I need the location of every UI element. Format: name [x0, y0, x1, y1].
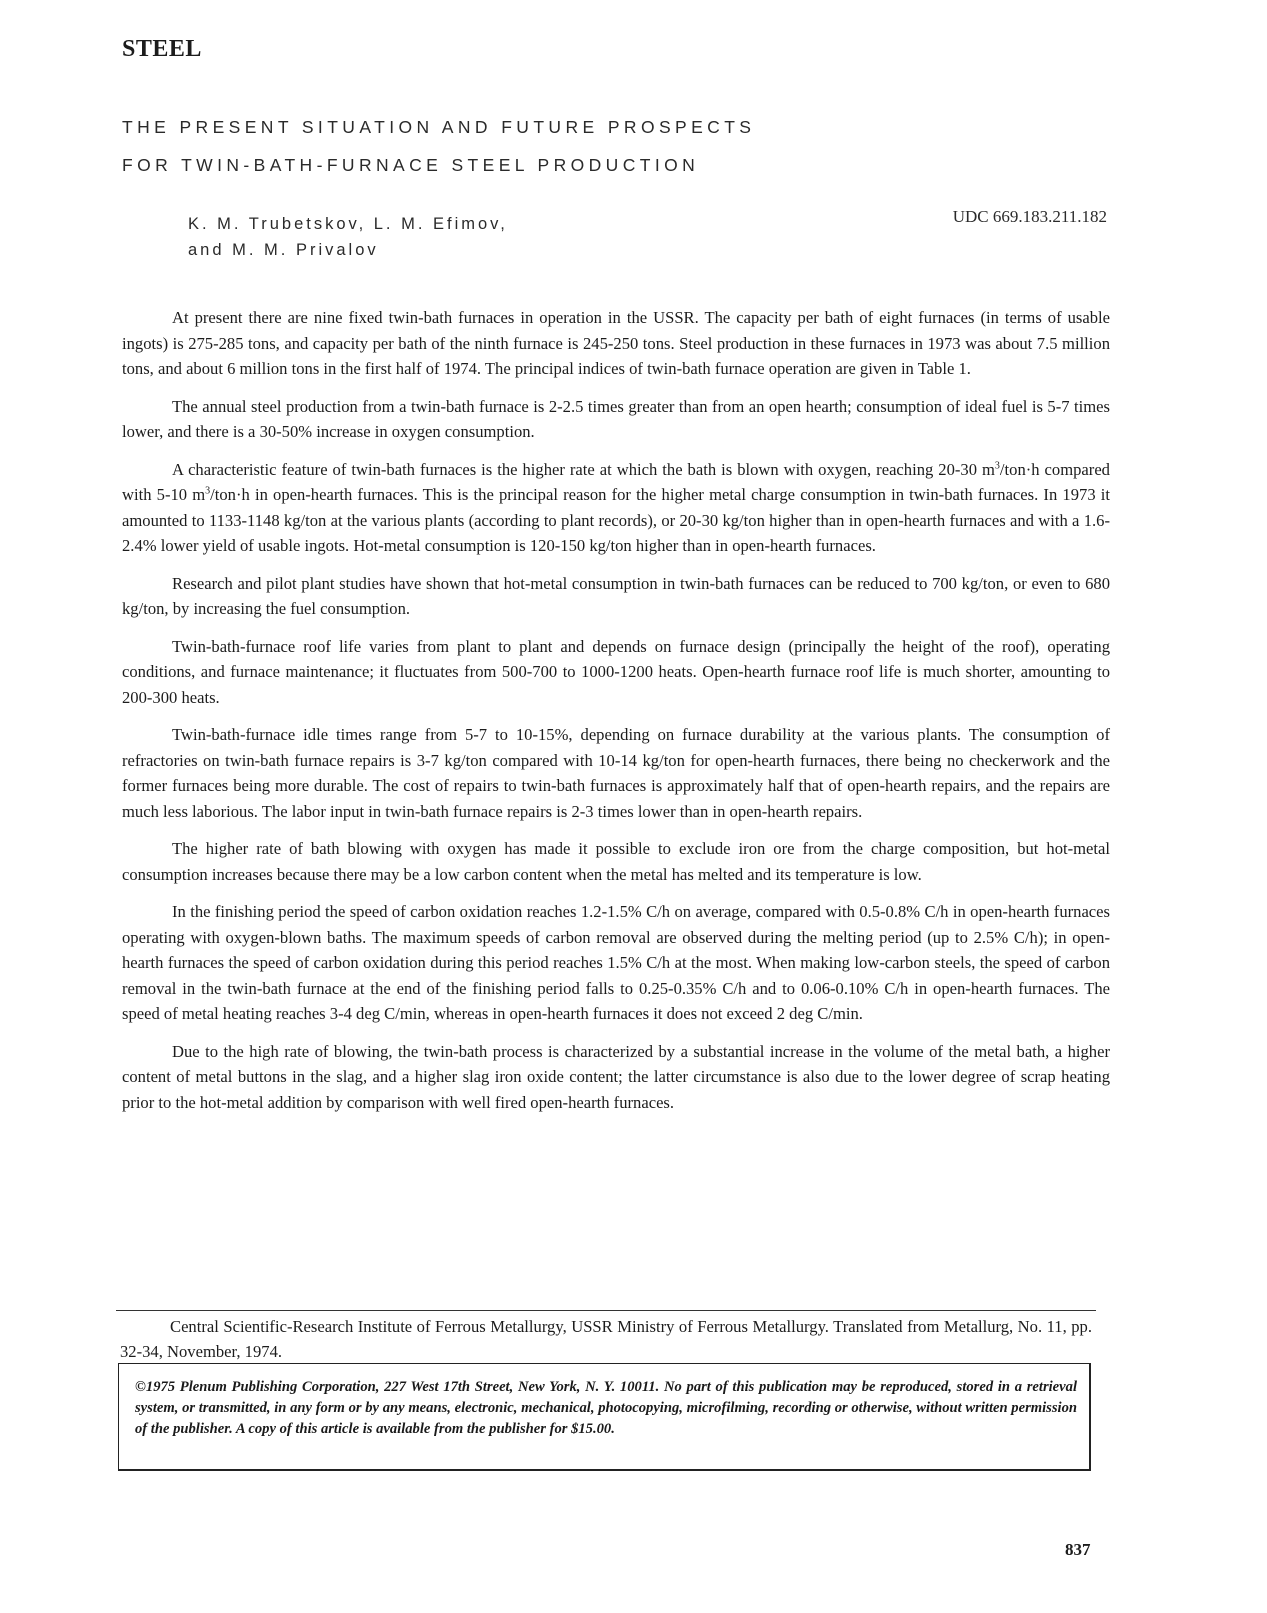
authors-line-2: and M. M. Privalov	[188, 241, 379, 259]
page-number: 837	[1065, 1540, 1091, 1559]
udc-code: UDC 669.183.211.182	[952, 207, 1107, 226]
affiliation-footnote: Central Scientific-Research Institute of Ferrous Metallurgy, USSR Ministry of Ferrous Metallurgy. Translated from Metallurg, No. 11, pp. 32-34, November, 1974.	[120, 1317, 1092, 1361]
section-heading: STEEL	[122, 36, 202, 62]
paragraph-7: The higher rate of bath blowing with oxygen has made it possible to exclude iron ore from the charge composition, but hot-metal consumption increases because there may be a low carbon content when the metal has melted and its temperature is low.	[122, 839, 1110, 884]
paragraph-4: Research and pilot plant studies have shown that hot-metal consumption in twin-bath furnaces can be reduced to 700 kg/ton, or even to 680 kg/ton, by increasing the fuel consumption.	[122, 573, 1110, 618]
authors	[188, 211, 508, 263]
paragraph-3	[122, 457, 1110, 559]
authors-line-1: K. M. Trubetskov, L. M. Efimov,	[188, 215, 508, 233]
paragraph-9: Due to the high rate of blowing, the twin-bath process is characterized by a substantial increase in the volume of the metal bath, a higher content of metal buttons in the slag, and a higher slag iron oxide content; the latter circumstance is also due to the lower degree of scrap heating prior to the hot-metal addition by comparison with well fired open-hearth furnaces.	[122, 1041, 1110, 1112]
paragraph-3-part-c: /ton·h in open-hearth furnaces. This is the principal reason for the higher metal charge consumption in twin-bath furnaces. In 1973 it amounted to 1133-1148 kg/ton at the various plants (according to plant records), or 20-30 kg/ton higher than in open-hearth furnaces and with a 1.6-2.4% lower yield of usable ingots. Hot-metal consumption is 120-150 kg/ton higher than in open-hearth furnaces.	[122, 485, 1110, 555]
paragraph-3-part-a: A characteristic feature of twin-bath furnaces is the higher rate at which the bath is blown with oxygen, reaching 20-30 m	[172, 459, 995, 479]
article-body	[122, 305, 1110, 1127]
paragraph-5: Twin-bath-furnace roof life varies from plant to plant and depends on furnace design (principally the height of the roof), operating conditions, and furnace maintenance; it fluctuates from 500-700 to 1000-1200 heats. Open-hearth furnace roof life is much shorter, amounting to 200-300 heats.	[122, 636, 1110, 707]
article-title-line-2: FOR TWIN-BATH-FURNACE STEEL PRODUCTION	[122, 155, 700, 175]
paragraph-8: In the finishing period the speed of carbon oxidation reaches 1.2-1.5% C/h on average, compared with 0.5-0.8% C/h in open-hearth furnaces operating with oxygen-blown baths. The maximum speeds of carbon removal are observed during the melting period (up to 2.5% C/h); in open-hearth furnaces the speed of carbon oxidation during this period reaches 1.5% C/h at the most. When making low-carbon steels, the speed of carbon removal in the twin-bath furnace at the end of the finishing period falls to 0.25-0.35% C/h and to 0.06-0.10% C/h in open-hearth furnaces. The speed of metal heating reaches 3-4 deg C/min, whereas in open-hearth furnaces it does not exceed 2 deg C/min.	[122, 902, 1110, 1023]
superscript-cubed-1: 3	[994, 459, 1000, 471]
paragraph-3-part-b: /ton·h compared with 5-10 m	[122, 459, 1110, 504]
paragraph-2: The annual steel production from a twin-bath furnace is 2-2.5 times greater than from an open hearth; consumption of ideal fuel is 5-7 times lower, and there is a 30-50% increase in oxygen consumption.	[122, 396, 1110, 441]
footnote-divider	[116, 1310, 1096, 1311]
article-title-line-1: THE PRESENT SITUATION AND FUTURE PROSPECTS	[122, 117, 756, 137]
superscript-cubed-2: 3	[205, 485, 211, 497]
paragraph-1: At present there are nine fixed twin-bath furnaces in operation in the USSR. The capacity per bath of eight furnaces (in terms of usable ingots) is 275-285 tons, and capacity per bath of the ninth furnace is 245-250 tons. Steel production in these furnaces in 1973 was about 7.5 million tons, and about 6 million tons in the first half of 1974. The principal indices of twin-bath furnace operation are given in Table 1.	[122, 308, 1110, 378]
paragraph-6: Twin-bath-furnace idle times range from 5-7 to 10-15%, depending on furnace durability at the various plants. The consumption of refractories on twin-bath furnace repairs is 3-7 kg/ton compared with 10-14 kg/ton for open-hearth furnaces, there being no checkerwork and the former furnaces being more durable. The cost of repairs to twin-bath furnaces is approximately half that of open-hearth repairs, and the repairs are much less laborious. The labor input in twin-bath furnace repairs is 2-3 times lower than in open-hearth repairs.	[122, 725, 1110, 821]
copyright-notice: ©1975 Plenum Publishing Corporation, 227 West 17th Street, New York, N. Y. 10011. No part of this publication may be reproduced, stored in a retrieval system, or transmitted, in any form or by any means, electronic, mechanical, photocopying, microfilming, recording or otherwise, without written permission of the publisher. A copy of this article is available from the publisher for $15.00.	[118, 1363, 1091, 1471]
